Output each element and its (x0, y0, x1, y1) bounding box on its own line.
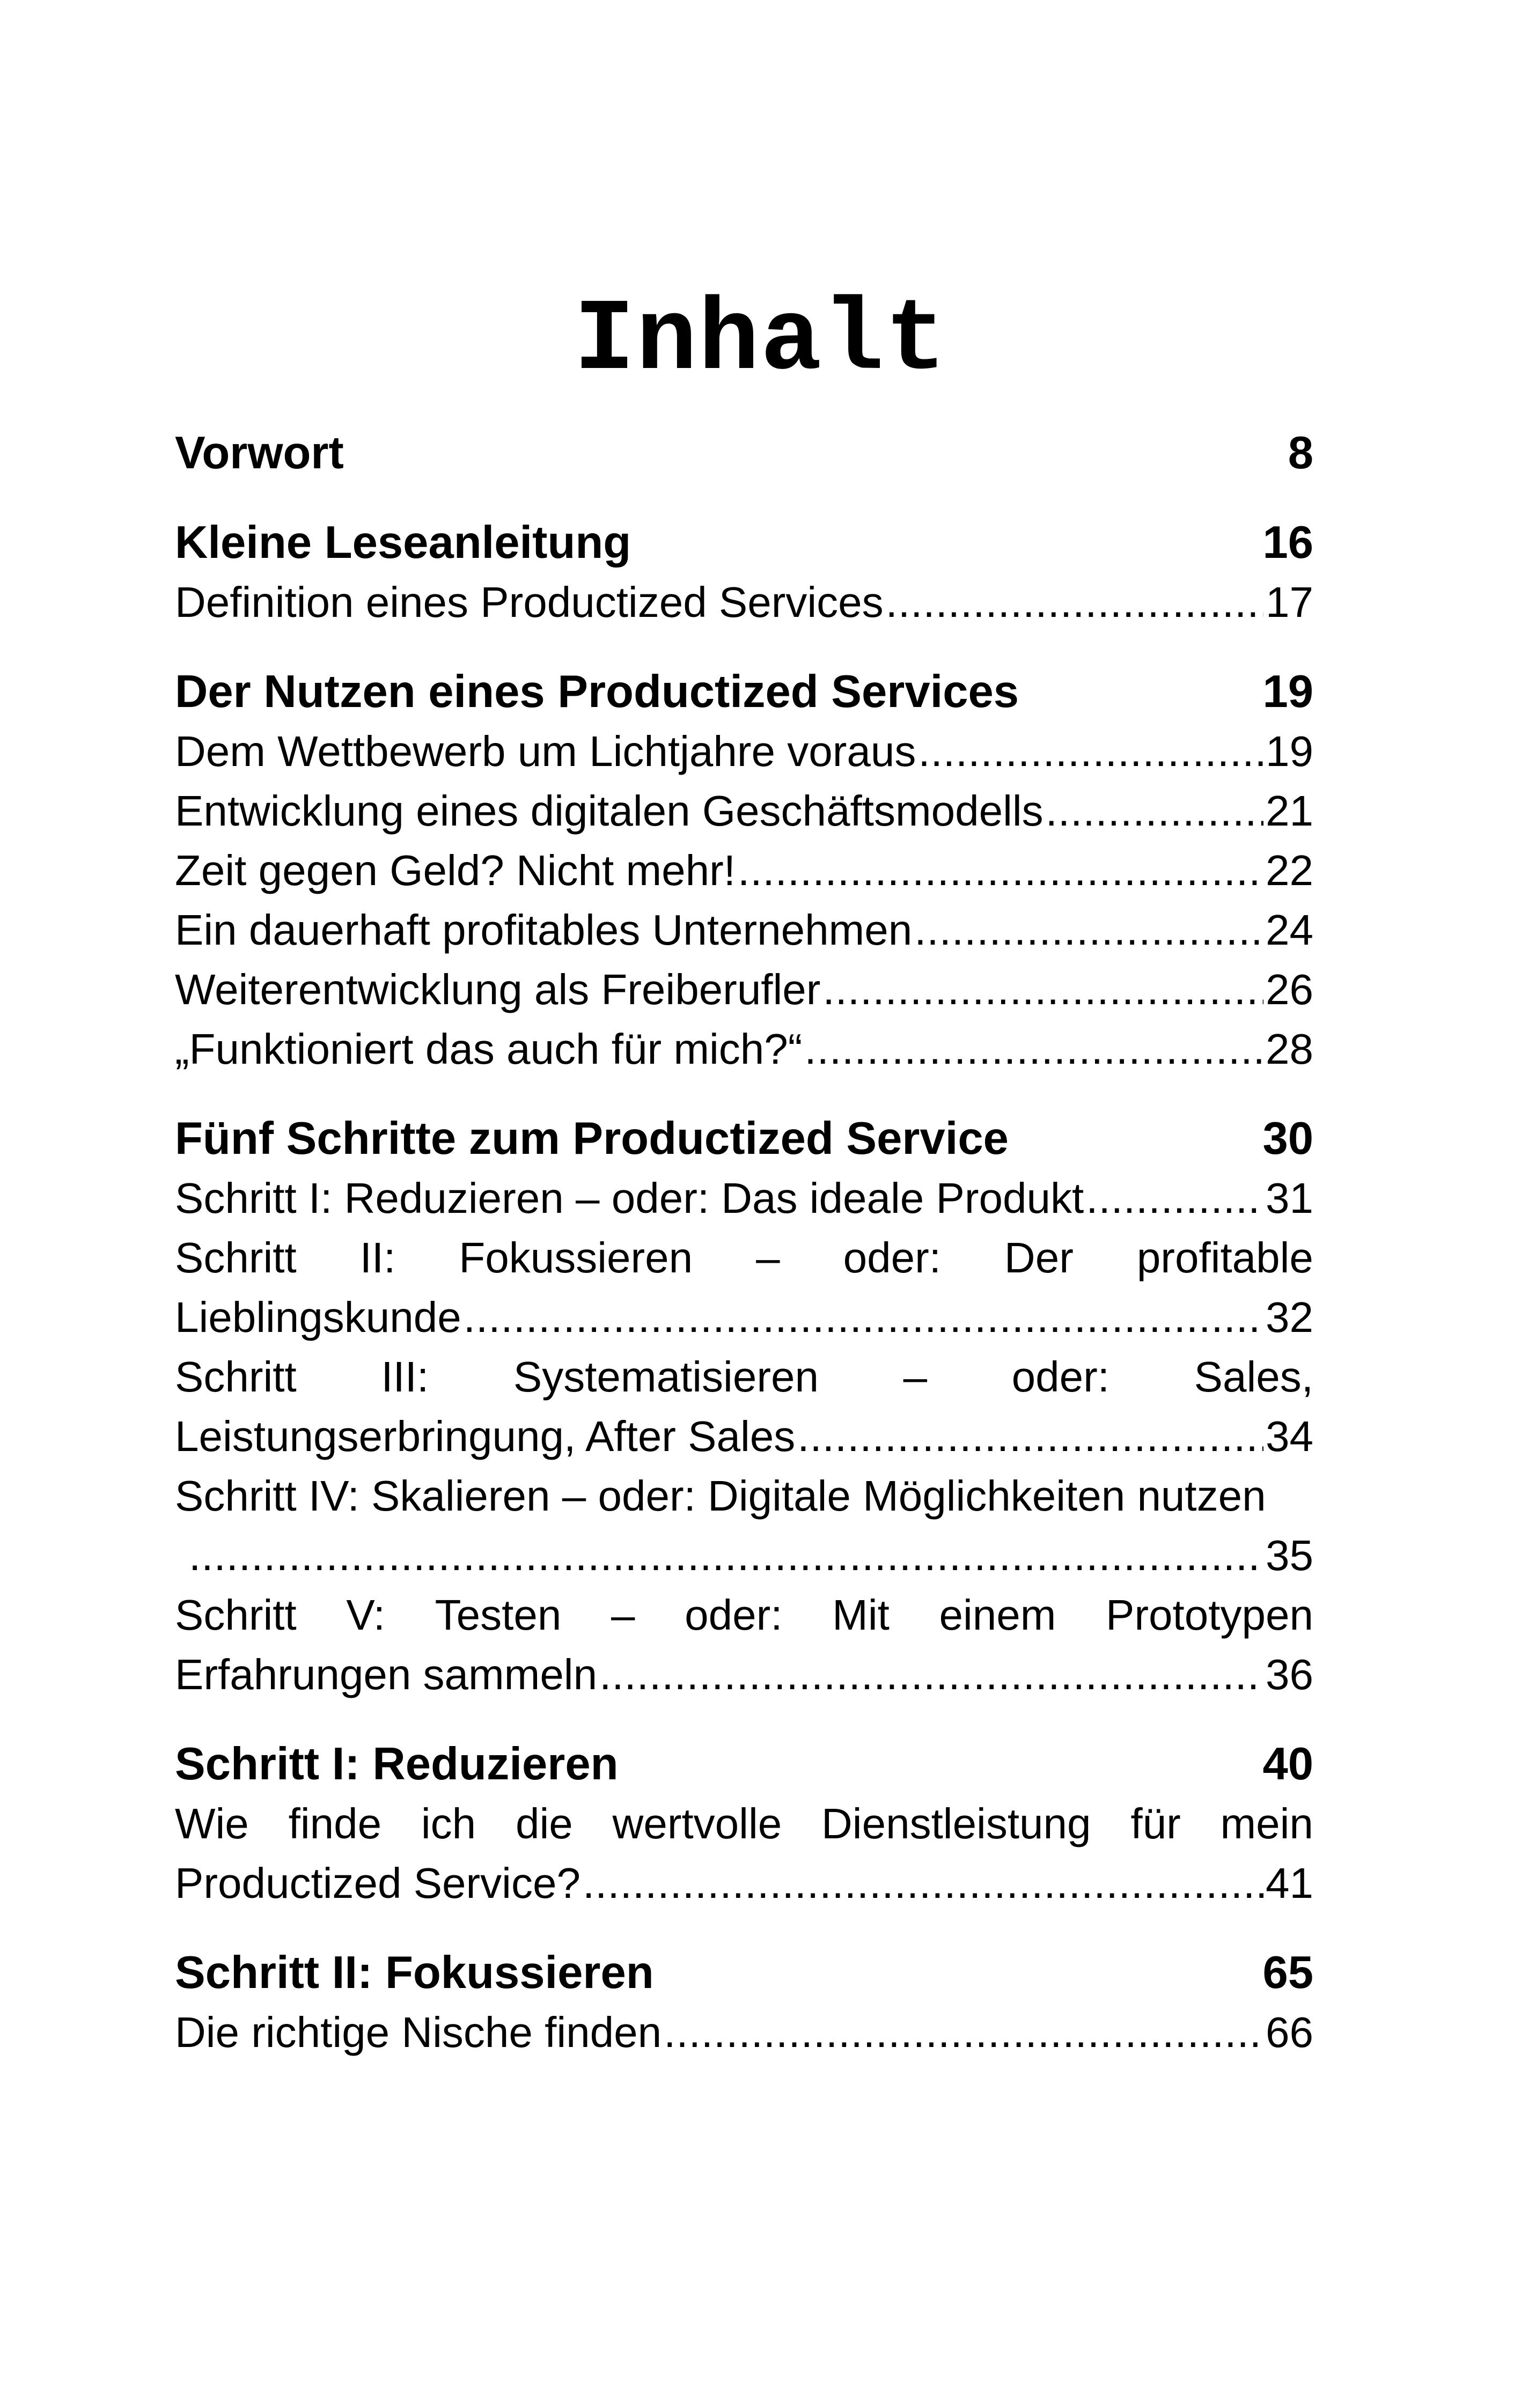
page-title: Inhalt (574, 284, 947, 400)
word: – (903, 1353, 928, 1401)
word: Schritt (175, 1234, 297, 1282)
toc-section-heading[interactable] (175, 424, 1313, 483)
entry-title: Zeit gegen Geld? Nicht mehr! (175, 846, 736, 894)
toc-section-heading[interactable] (175, 1109, 1313, 1168)
toc-entry[interactable] (175, 1794, 1313, 1913)
entry-title: Die richtige Nische finden (175, 2008, 662, 2056)
toc-section-fokussieren (175, 1943, 1313, 2062)
section-page-number: 8 (1288, 428, 1313, 478)
dot-leader (583, 1853, 1263, 1913)
word: Mit (832, 1591, 890, 1639)
section-title: Der Nutzen eines Productized Services (175, 666, 1019, 717)
word: die (515, 1800, 573, 1847)
word: für (1130, 1800, 1181, 1847)
entry-title-last-line (175, 1526, 1313, 1585)
entry-title: Productized Service? (175, 1859, 581, 1907)
toc-entry[interactable] (175, 2002, 1313, 2062)
entry-page-number: 26 (1266, 966, 1313, 1013)
toc-section-heading[interactable] (175, 1943, 1313, 2002)
word: Schritt (175, 1353, 297, 1401)
section-page-number: 19 (1262, 666, 1313, 717)
section-title: Fünf Schritte zum Productized Service (175, 1113, 1009, 1164)
toc-entry[interactable] (175, 1585, 1313, 1704)
entry-title: Dem Wettbewerb um Lichtjahre voraus (175, 727, 916, 775)
entry-title: Erfahrungen sammeln (175, 1651, 598, 1698)
dot-leader (738, 841, 1263, 900)
entry-page-number: 22 (1266, 846, 1313, 894)
entry-title: Definition eines Productized Services (175, 578, 884, 626)
dot-leader (797, 1406, 1263, 1466)
toc-section-nutzen (175, 662, 1313, 1079)
entry-title-line (175, 1794, 1313, 1853)
toc-entry[interactable] (175, 1466, 1313, 1585)
word: oder: (1011, 1353, 1110, 1401)
dot-leader (1086, 1168, 1263, 1228)
toc-section-heading[interactable] (175, 662, 1313, 721)
toc-entry[interactable] (175, 572, 1313, 632)
entry-page-number: 31 (1266, 1174, 1313, 1222)
entry-page-number: 17 (1266, 578, 1313, 626)
word: II: (359, 1234, 396, 1282)
dot-leader (464, 1287, 1263, 1347)
word: Schritt (175, 1591, 297, 1639)
toc-section-reduzieren (175, 1735, 1313, 1913)
word: Wie (175, 1800, 249, 1847)
toc-entry[interactable] (175, 721, 1313, 781)
entry-title: Weiterentwicklung als Freiberufler (175, 966, 821, 1013)
dot-leader (1046, 781, 1263, 841)
section-title: Vorwort (175, 428, 344, 478)
table-of-contents (175, 424, 1313, 2062)
entry-page-number: 24 (1266, 906, 1313, 954)
toc-entry[interactable] (175, 960, 1313, 1019)
entry-title: Schritt I: Reduzieren – oder: Das ideale Produkt (175, 1174, 1084, 1222)
toc-entry[interactable] (175, 1168, 1313, 1228)
section-title: Schritt I: Reduzieren (175, 1739, 619, 1790)
word: Sales, (1194, 1353, 1313, 1401)
dot-leader (914, 900, 1263, 960)
entry-page-number: 19 (1266, 727, 1313, 775)
entry-title-last-line (175, 1853, 1313, 1913)
section-page-number: 30 (1262, 1113, 1313, 1164)
section-page-number: 16 (1262, 517, 1313, 568)
toc-entry[interactable] (175, 781, 1313, 841)
word: III: (381, 1353, 429, 1401)
word: Dienstleistung (821, 1800, 1091, 1847)
section-page-number: 65 (1262, 1947, 1313, 1998)
word: Fokussieren (459, 1234, 693, 1282)
toc-entry[interactable] (175, 1228, 1313, 1347)
entry-page-number: 34 (1266, 1412, 1313, 1460)
entry-title-last-line (175, 1645, 1313, 1704)
entry-title: „Funktioniert das auch für mich?“ (175, 1025, 803, 1073)
entry-page-number: 36 (1266, 1651, 1313, 1698)
toc-entry[interactable] (175, 1019, 1313, 1079)
section-title: Schritt II: Fokussieren (175, 1947, 654, 1998)
section-page-number: 40 (1262, 1739, 1313, 1790)
entry-page-number: 32 (1266, 1293, 1313, 1341)
dot-leader (599, 1645, 1263, 1704)
section-title: Kleine Leseanleitung (175, 517, 631, 568)
dot-leader (886, 572, 1263, 632)
entry-title-line: Schritt IV: Skalieren – oder: Digitale Möglichkeiten nutzen (175, 1472, 1266, 1520)
entry-page-number: 66 (1266, 2008, 1313, 2056)
dot-leader (189, 1526, 1263, 1585)
entry-page-number: 41 (1266, 1859, 1313, 1907)
entry-title: Entwicklung eines digitalen Geschäftsmodells (175, 787, 1044, 835)
toc-section-heading[interactable] (175, 513, 1313, 572)
entry-page-number: 28 (1266, 1025, 1313, 1073)
word: profitable (1136, 1234, 1313, 1282)
toc-section-fuenf-schritte (175, 1109, 1313, 1704)
toc-entry[interactable] (175, 841, 1313, 900)
word: Testen (435, 1591, 562, 1639)
entry-title: Lieblingskunde (175, 1293, 461, 1341)
entry-title-line (175, 1228, 1313, 1287)
word: mein (1220, 1800, 1313, 1847)
toc-entry[interactable] (175, 1347, 1313, 1466)
toc-section-leseanleitung (175, 513, 1313, 632)
toc-section-vorwort (175, 424, 1313, 483)
toc-entry[interactable] (175, 900, 1313, 960)
dot-leader (664, 2002, 1263, 2062)
entry-page-number: 21 (1266, 787, 1313, 835)
entry-title-line (175, 1347, 1313, 1406)
word: finde (288, 1800, 382, 1847)
word: oder: (685, 1591, 783, 1639)
word: wertvolle (612, 1800, 782, 1847)
word: ich (421, 1800, 476, 1847)
entry-title-line (175, 1585, 1313, 1645)
entry-title-last-line (175, 1287, 1313, 1347)
word: V: (346, 1591, 385, 1639)
dot-leader (804, 1019, 1263, 1079)
entry-title-last-line (175, 1406, 1313, 1466)
word: Der (1004, 1234, 1074, 1282)
word: – (611, 1591, 635, 1639)
dot-leader (918, 721, 1263, 781)
word: – (756, 1234, 780, 1282)
entry-title: Leistungserbringung, After Sales (175, 1412, 796, 1460)
word: Prototypen (1106, 1591, 1313, 1639)
toc-section-heading[interactable] (175, 1735, 1313, 1794)
entry-page-number: 35 (1266, 1531, 1313, 1579)
entry-title: Ein dauerhaft profitables Unternehmen (175, 906, 913, 954)
word: einem (939, 1591, 1056, 1639)
word: oder: (843, 1234, 941, 1282)
dot-leader (822, 960, 1263, 1019)
word: Systematisieren (513, 1353, 819, 1401)
